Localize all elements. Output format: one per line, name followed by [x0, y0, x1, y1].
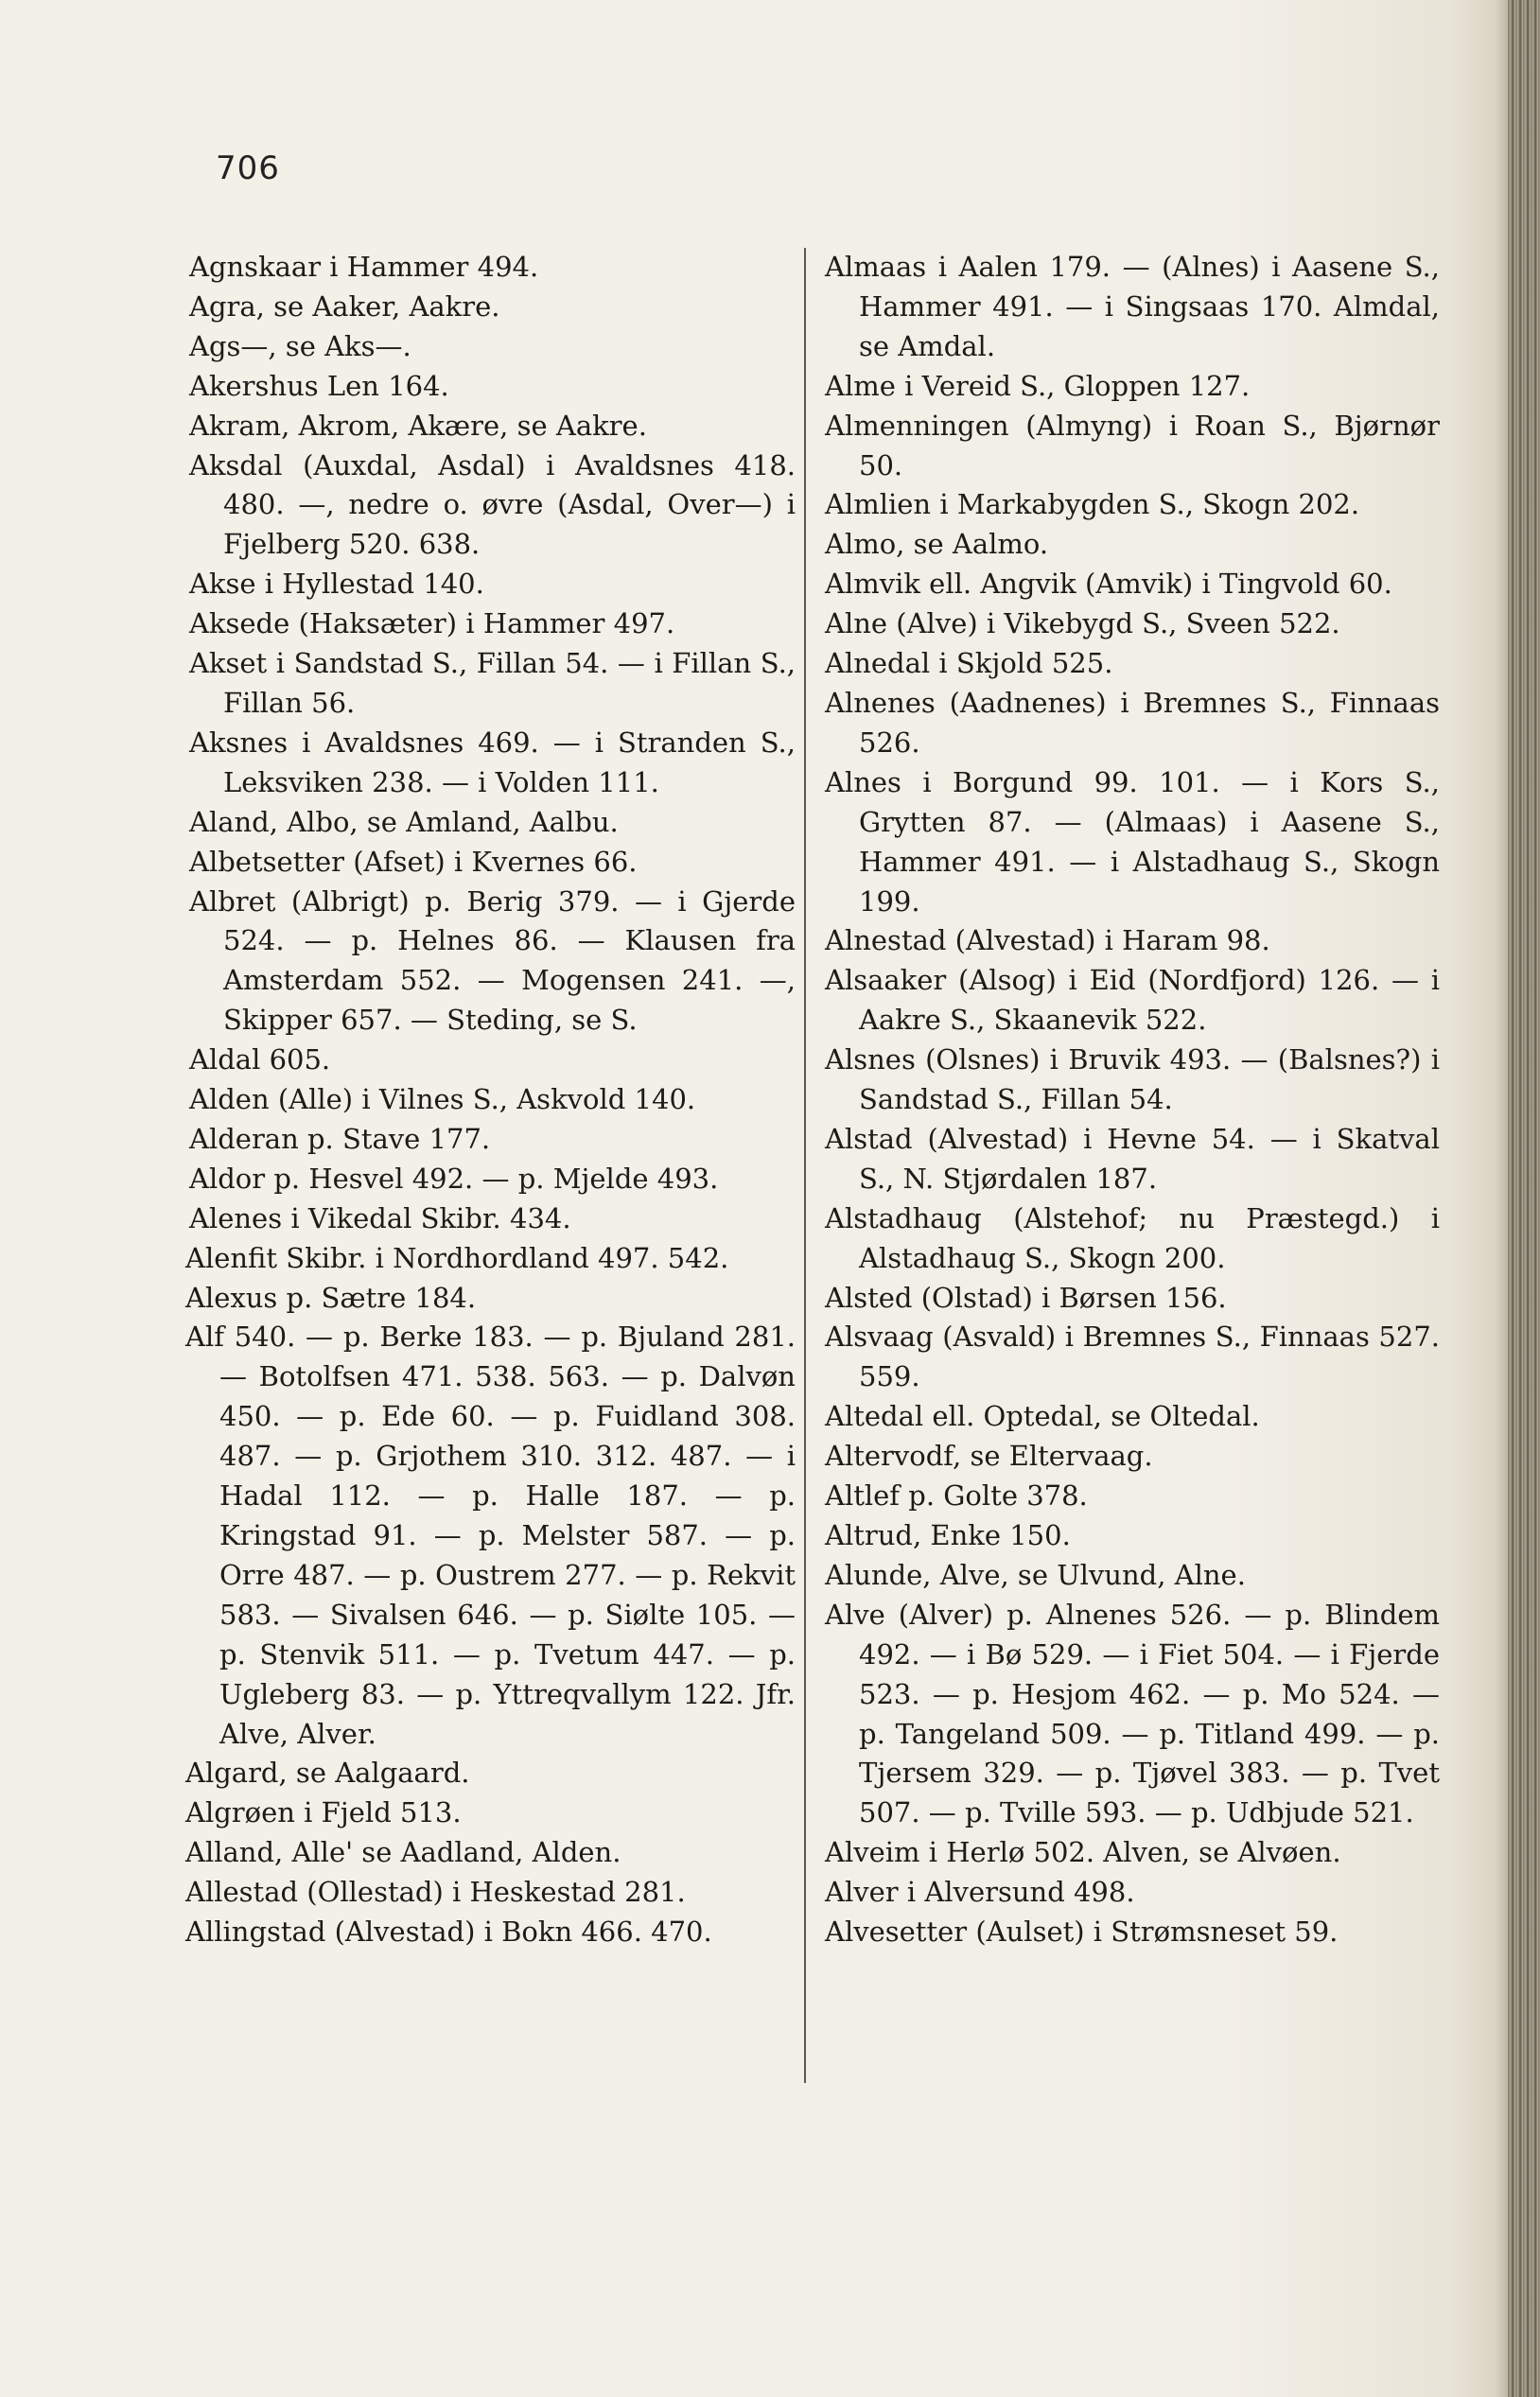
- index-entry: Almo, se Aalmo.: [825, 528, 1049, 561]
- index-entry: Alnedal i Skjold 525.: [825, 647, 1113, 680]
- index-entry: Algard, se Aalgaard.: [185, 1757, 470, 1790]
- page-gutter-shade: [1495, 0, 1508, 2397]
- index-entry: Alunde, Alve, se Ulvund, Alne.: [825, 1558, 1246, 1591]
- index-entry: Altervodf, se Eltervaag.: [825, 1440, 1153, 1473]
- index-entry: Almenningen (Almyng) i Roan S., Bjørnør 50.: [825, 409, 1440, 481]
- index-entry: Alvesetter (Aulset) i Strømsneset 59.: [825, 1916, 1339, 1949]
- index-entry: Alstad (Alvestad) i Hevne 54. — i Skatval S., N. Stjørdalen 187.: [825, 1122, 1440, 1195]
- index-entry: Albetsetter (Afset) i Kvernes 66.: [189, 845, 638, 878]
- index-entry: Alver i Alversund 498.: [825, 1876, 1135, 1909]
- index-entry: Alveim i Herlø 502. Alven, se Alvøen.: [825, 1836, 1341, 1869]
- index-entry: Algrøen i Fjeld 513.: [185, 1796, 462, 1829]
- index-entry: Altrud, Enke 150.: [825, 1519, 1071, 1551]
- index-entry: Alnes i Borgund 99. 101. — i Kors S., Grytten 87. — (Almaas) i Aasene S., Hammer 491. — i Alstadhaug S., Skogn 199.: [825, 765, 1440, 918]
- page-number: 706: [216, 149, 280, 187]
- index-entry: Akse i Hyllestad 140.: [189, 568, 484, 601]
- index-entry: Ags—, se Aks—.: [189, 329, 411, 362]
- index-entry: Altlef p. Golte 378.: [825, 1479, 1088, 1513]
- index-entry: Alstadhaug (Alstehof; nu Præstegd.) i Alstadhaug S., Skogn 200.: [825, 1201, 1440, 1274]
- index-entry: Aldal 605.: [189, 1043, 331, 1076]
- index-entry: Alderan p. Stave 177.: [189, 1122, 491, 1155]
- index-entry: Almvik ell. Angvik (Amvik) i Tingvold 60.: [825, 568, 1392, 601]
- index-entry: Alsaaker (Alsog) i Eid (Nordfjord) 126. — i Aakre S., Skaanevik 522.: [825, 964, 1440, 1037]
- index-entry: Alexus p. Sætre 184.: [185, 1281, 477, 1314]
- index-entry: Almaas i Aalen 179. — (Alnes) i Aasene S., Hammer 491. — i Singsaas 170. Almdal, se Amdal.: [825, 251, 1440, 362]
- index-entry: Alsted (Olstad) i Børsen 156.: [825, 1281, 1227, 1314]
- index-entry: Almlien i Markabygden S., Skogn 202.: [825, 488, 1360, 521]
- column-divider: [804, 248, 806, 2083]
- index-entry: Alme i Vereid S., Gloppen 127.: [825, 369, 1251, 402]
- index-entry: Alden (Alle) i Vilnes S., Askvold 140.: [189, 1083, 696, 1116]
- index-entry: Alland, Alle' se Aadland, Alden.: [185, 1836, 621, 1869]
- index-entry: Alenfit Skibr. i Nordhordland 497. 542.: [185, 1241, 729, 1274]
- index-entry: Agra, se Aaker, Aakre.: [189, 289, 500, 323]
- index-entry: Altedal ell. Optedal, se Oltedal.: [825, 1400, 1260, 1433]
- index-entry: Allestad (Ollestad) i Heskestad 281.: [185, 1876, 686, 1909]
- index-entry: Akershus Len 164.: [189, 369, 449, 402]
- index-entry: Albret (Albrigt) p. Berig 379. — i Gjerde 524. — p. Helnes 86. — Klausen fra Amsterdam 552. — Mogensen 241. —, Skipper 657. — Steding, se S.: [189, 884, 796, 1037]
- index-entry: Alsvaag (Asvald) i Bremnes S., Finnaas 527. 559.: [825, 1321, 1440, 1393]
- index-entry: Alnestad (Alvestad) i Haram 98.: [825, 924, 1270, 957]
- index-entry: Aland, Albo, se Amland, Aalbu.: [189, 805, 619, 838]
- index-entry: Alf 540. — p. Berke 183. — p. Bjuland 281. — Botolfsen 471. 538. 563. — p. Dalvøn 450. — p. Ede 60. — p. Fuidland 308. 487. — p. Grjothem 310. 312. 487. — i Hadal 112. — p. Halle 187. — p. Kringstad 91. — p. Melster 587. — p. Orre 487. — p. Oustrem 277. — p. Rekvit 583. — Sivalsen 646. — p. Siølte 105. — p. Stenvik 511. — p. Tvetum 447. — p. Ugleberg 83. — p. Yttreqvallym 122. Jfr. Alve, Alver.: [185, 1321, 796, 1750]
- index-entry: Alve (Alver) p. Alnenes 526. — p. Blindem 492. — i Bø 529. — i Fiet 504. — i Fjerde 523. — p. Hesjom 462. — p. Mo 524. — p. Tangeland 509. — p. Titland 499. — p. Tjersem 329. — p. Tjøvel 383. — p. Tvet 507. — p. Tville 593. — p. Udbjude 521.: [825, 1598, 1440, 1829]
- index-entry: Akram, Akrom, Akære, se Aakre.: [189, 409, 647, 442]
- index-entry: Akset i Sandstad S., Fillan 54. — i Fillan S., Fillan 56.: [189, 647, 796, 719]
- index-entry: Aldor p. Hesvel 492. — p. Mjelde 493.: [189, 1162, 719, 1195]
- page-edge-shadow: [1508, 0, 1540, 2397]
- index-entry: Agnskaar i Hammer 494.: [189, 251, 539, 283]
- index-entry: Aksnes i Avaldsnes 469. — i Stranden S., Leksviken 238. — i Volden 111.: [189, 726, 796, 798]
- index-entry: Alenes i Vikedal Skibr. 434.: [189, 1201, 571, 1234]
- right-column: [825, 248, 1440, 1952]
- index-entry: Allingstad (Alvestad) i Bokn 466. 470.: [185, 1916, 712, 1949]
- index-entry: Alsnes (Olsnes) i Bruvik 493. — (Balsnes?) i Sandstad S., Fillan 54.: [825, 1043, 1440, 1116]
- index-entry: Alne (Alve) i Vikebygd S., Sveen 522.: [825, 607, 1340, 640]
- index-entry: Aksdal (Auxdal, Asdal) i Avaldsnes 418. 480. —, nedre o. øvre (Asdal, Over—) i Fjelberg 520. 638.: [189, 448, 796, 561]
- index-entry: Alnenes (Aadnenes) i Bremnes S., Finnaas 526.: [825, 686, 1440, 759]
- index-entry: Aksede (Haksæter) i Hammer 497.: [189, 607, 675, 640]
- left-column: [185, 248, 796, 1952]
